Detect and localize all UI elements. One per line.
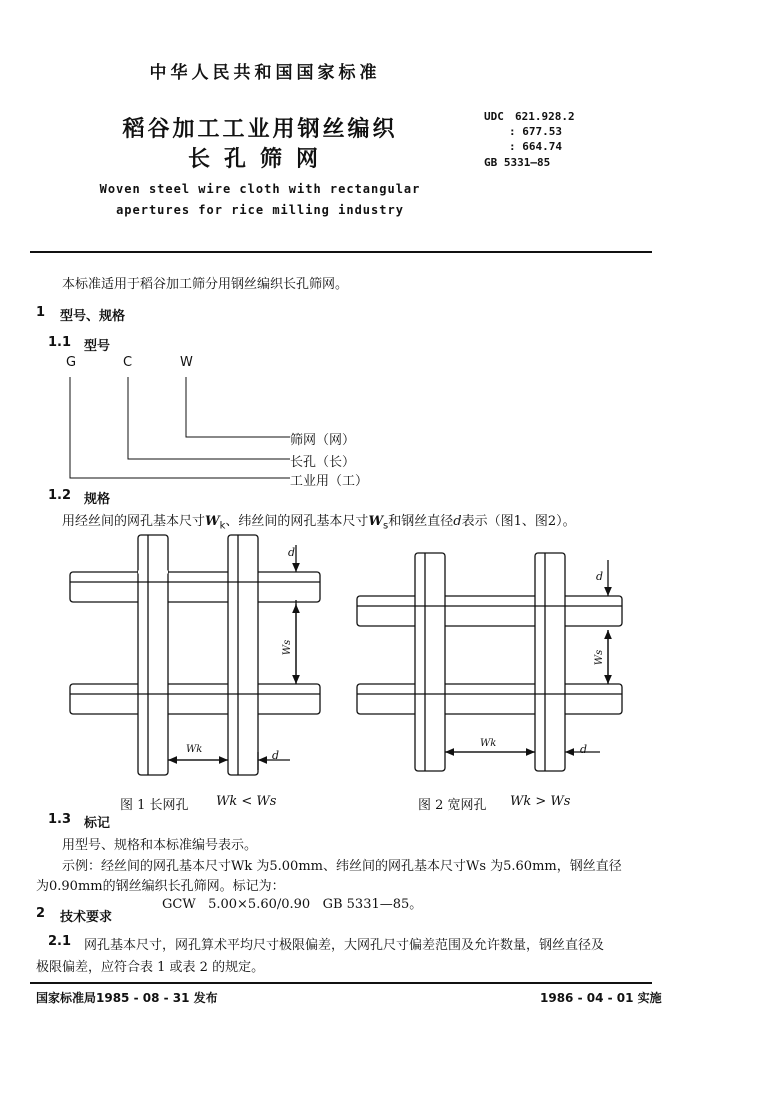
model-meaning-c: 长孔（长） (290, 455, 356, 470)
title-english-line2: apertures for rice milling industry (116, 203, 404, 217)
fig1-label-d-bottom: d (272, 749, 280, 762)
title-english-line1: Woven steel wire cloth with rectangular (99, 182, 421, 196)
spec-description: 用经丝间的网孔基本尺寸$W_k$、纬丝间的网孔基本尺寸$W_s$和钢丝直径d表示（图1、图2）。 (62, 514, 576, 532)
fig1-label-ws: Ws (282, 639, 294, 656)
udc-code-2: : 677.53 (509, 125, 562, 138)
fig2-label-d-bottom: d (580, 743, 588, 756)
fig1-label-wk: Wk (186, 744, 203, 755)
marking-example: GCW 5.00×5.60/0.90 GB 5331—85。 (162, 897, 423, 912)
effective-date: 1986 - 04 - 01 实施 (540, 991, 662, 1005)
marking-line2: 示例：经丝间的网孔基本尺寸Wk 为5.00mm、纬丝间的网孔基本尺寸Ws 为5.60mm，钢丝直径 (62, 859, 622, 874)
title-chinese-line2: 长孔筛网 (187, 147, 332, 172)
model-meaning-g: 工业用（工） (290, 474, 369, 489)
fig2-label-d-top: d (596, 570, 604, 583)
section1-3-number: 1.3 (48, 812, 72, 827)
title-chinese-line1: 稻谷加工工业用钢丝编织 (122, 117, 398, 142)
section1-3-title: 标记 (84, 816, 111, 831)
udc-label: UDC (484, 110, 504, 123)
model-letter-w: W (180, 355, 193, 370)
fig1-label-d-top: d (288, 546, 296, 559)
figure-2-caption: 图 2 宽网孔 (418, 798, 487, 813)
figure-1-relation: Wk < Ws (216, 794, 277, 809)
fig2-label-wk: Wk (480, 738, 497, 749)
udc-code-3: : 664.74 (509, 140, 562, 153)
section1-2-number: 1.2 (48, 488, 72, 503)
figure-1-caption: 图 1 长网孔 (120, 798, 189, 813)
model-meaning-w: 筛网（网） (290, 433, 356, 448)
intro-text: 本标准适用于稻谷加工筛分用钢丝编织长孔筛网。 (62, 277, 349, 292)
section1-number: 1 (36, 305, 46, 320)
document-header: 中华人民共和国国家标准 (149, 63, 381, 83)
section1-title: 型号、规格 (60, 309, 126, 324)
udc-code-1: 621.928.2 (515, 110, 575, 123)
figure-2-relation: Wk > Ws (510, 794, 571, 809)
bottom-rule (30, 982, 652, 984)
model-letter-c: C (123, 355, 133, 370)
section2-1-line2: 极限偏差，应符合表 1 或表 2 的规定。 (36, 960, 265, 975)
section2-1-number: 2.1 (48, 934, 72, 949)
section2-number: 2 (36, 906, 46, 921)
gb-number: GB 5331—85 (484, 156, 551, 169)
section1-1-number: 1.1 (48, 335, 72, 350)
fig2-label-ws: Ws (594, 649, 606, 666)
model-letter-g: G (66, 355, 77, 370)
section1-1-title: 型号 (84, 339, 111, 354)
marking-line3: 为0.90mm的钢丝编织长孔筛网。标记为： (36, 879, 285, 894)
marking-line1: 用型号、规格和本标准编号表示。 (62, 838, 258, 853)
issue-date: 国家标准局1985 - 08 - 31 发布 (36, 991, 218, 1005)
section1-2-title: 规格 (84, 492, 111, 507)
section2-title: 技术要求 (60, 910, 113, 925)
section2-1-line1: 网孔基本尺寸，网孔算术平均尺寸极限偏差，大网孔尺寸偏差范围及允许数量，钢丝直径及 (84, 938, 605, 953)
